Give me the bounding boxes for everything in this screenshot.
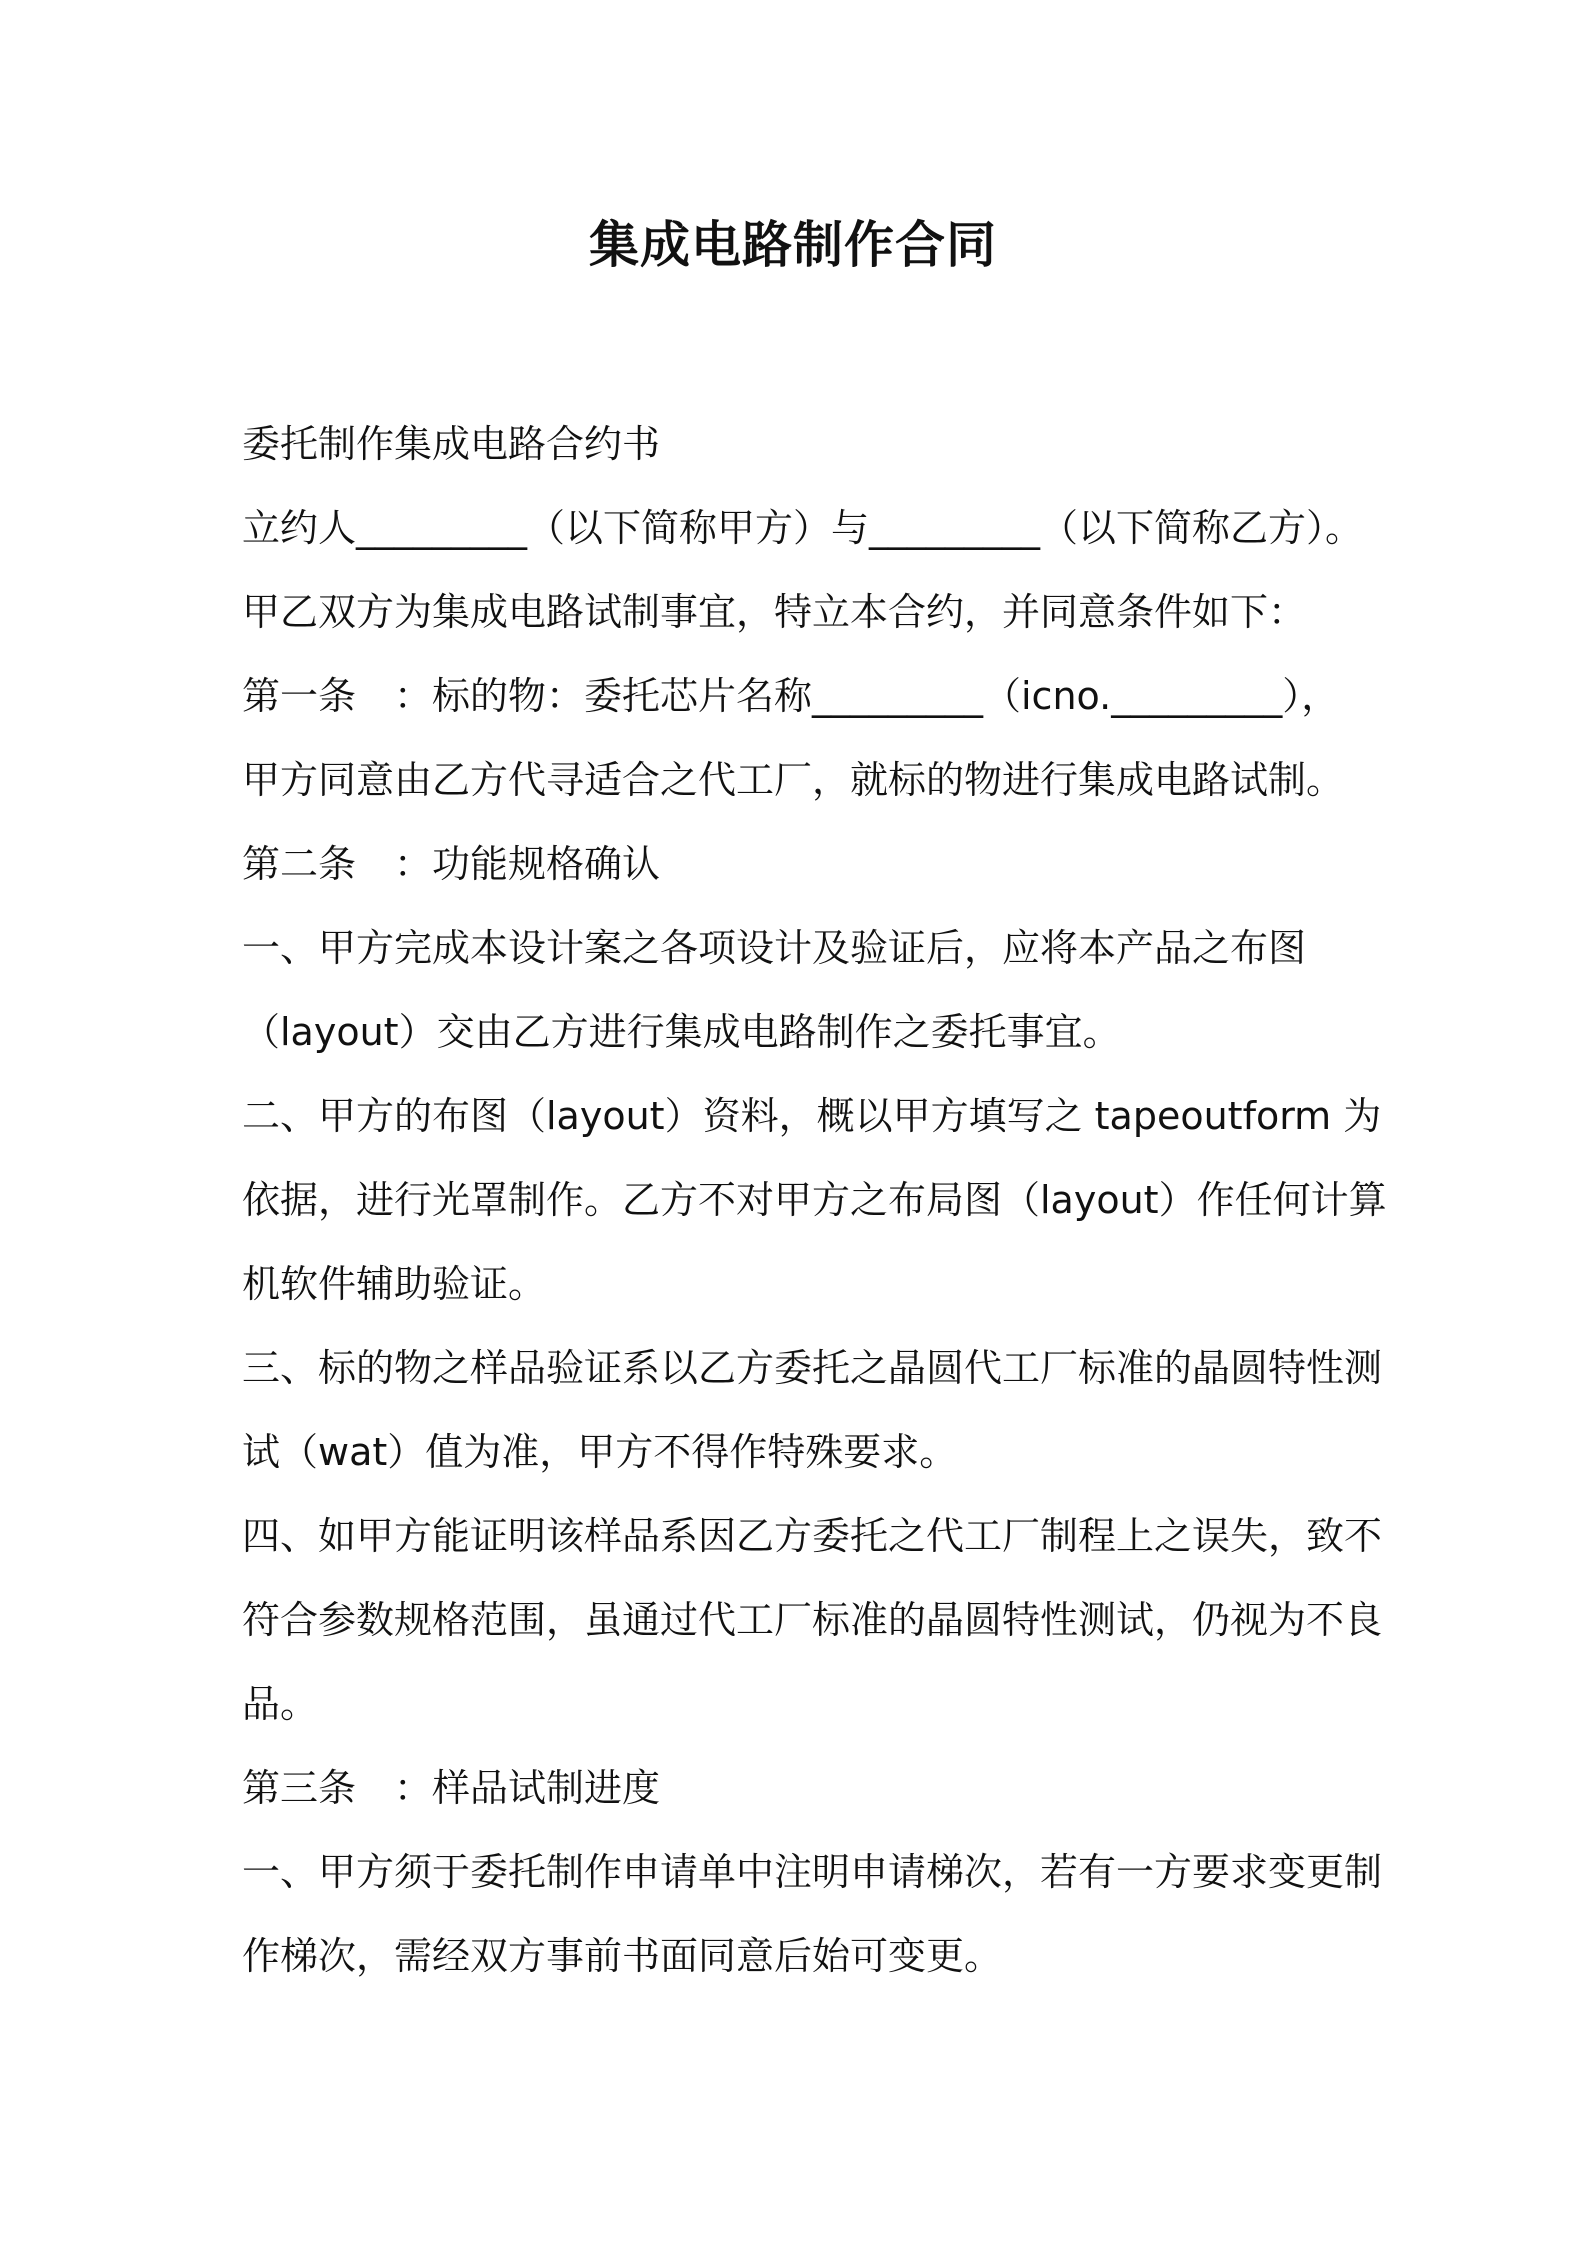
clause-line: （layout）交由乙方进行集成电路制作之委托事宜。 [242, 1010, 1121, 1054]
article-1-line: 第一条 ：标的物：委托芯片名称_________（icno._________）， [242, 674, 1340, 718]
clause-line: 四、如甲方能证明该样品系因乙方委托之代工厂制程上之误失，致不 [242, 1514, 1383, 1558]
clause-line: 机软件辅助验证。 [242, 1262, 547, 1306]
clause-line: 三、标的物之样品验证系以乙方委托之晶圆代工厂标准的晶圆特性测 [242, 1346, 1383, 1390]
article-2-heading: 第二条 ：功能规格确认 [242, 842, 661, 886]
clause-line: 一、甲方须于委托制作申请单中注明申请梯次，若有一方要求变更制 [242, 1850, 1383, 1894]
paragraph-line: 甲方同意由乙方代寻适合之代工厂，就标的物进行集成电路试制。 [242, 758, 1345, 802]
clause-line: 依据，进行光罩制作。乙方不对甲方之布局图（layout）作任何计算 [242, 1178, 1387, 1222]
paragraph-line: 甲乙双方为集成电路试制事宜，特立本合约，并同意条件如下： [242, 590, 1307, 634]
paragraph-line: 委托制作集成电路合约书 [242, 422, 661, 466]
clause-line: 作梯次，需经双方事前书面同意后始可变更。 [242, 1934, 1003, 1978]
document-title: 集成电路制作合同 [589, 216, 997, 274]
clause-line: 符合参数规格范围，虽通过代工厂标准的晶圆特性测试，仍视为不良 [242, 1598, 1383, 1642]
clause-line: 品。 [242, 1682, 319, 1726]
clause-line: 试（wat）值为准，甲方不得作特殊要求。 [242, 1430, 958, 1474]
clause-line: 二、甲方的布图（layout）资料，概以甲方填写之 tapeoutform 为 [242, 1094, 1382, 1138]
article-3-heading: 第三条 ：样品试制进度 [242, 1766, 661, 1810]
paragraph-line: 立约人_________（以下简称甲方）与_________（以下简称乙方）。 [242, 506, 1364, 550]
clause-line: 一、甲方完成本设计案之各项设计及验证后，应将本产品之布图 [242, 926, 1307, 970]
document-body [242, 402, 1387, 1998]
